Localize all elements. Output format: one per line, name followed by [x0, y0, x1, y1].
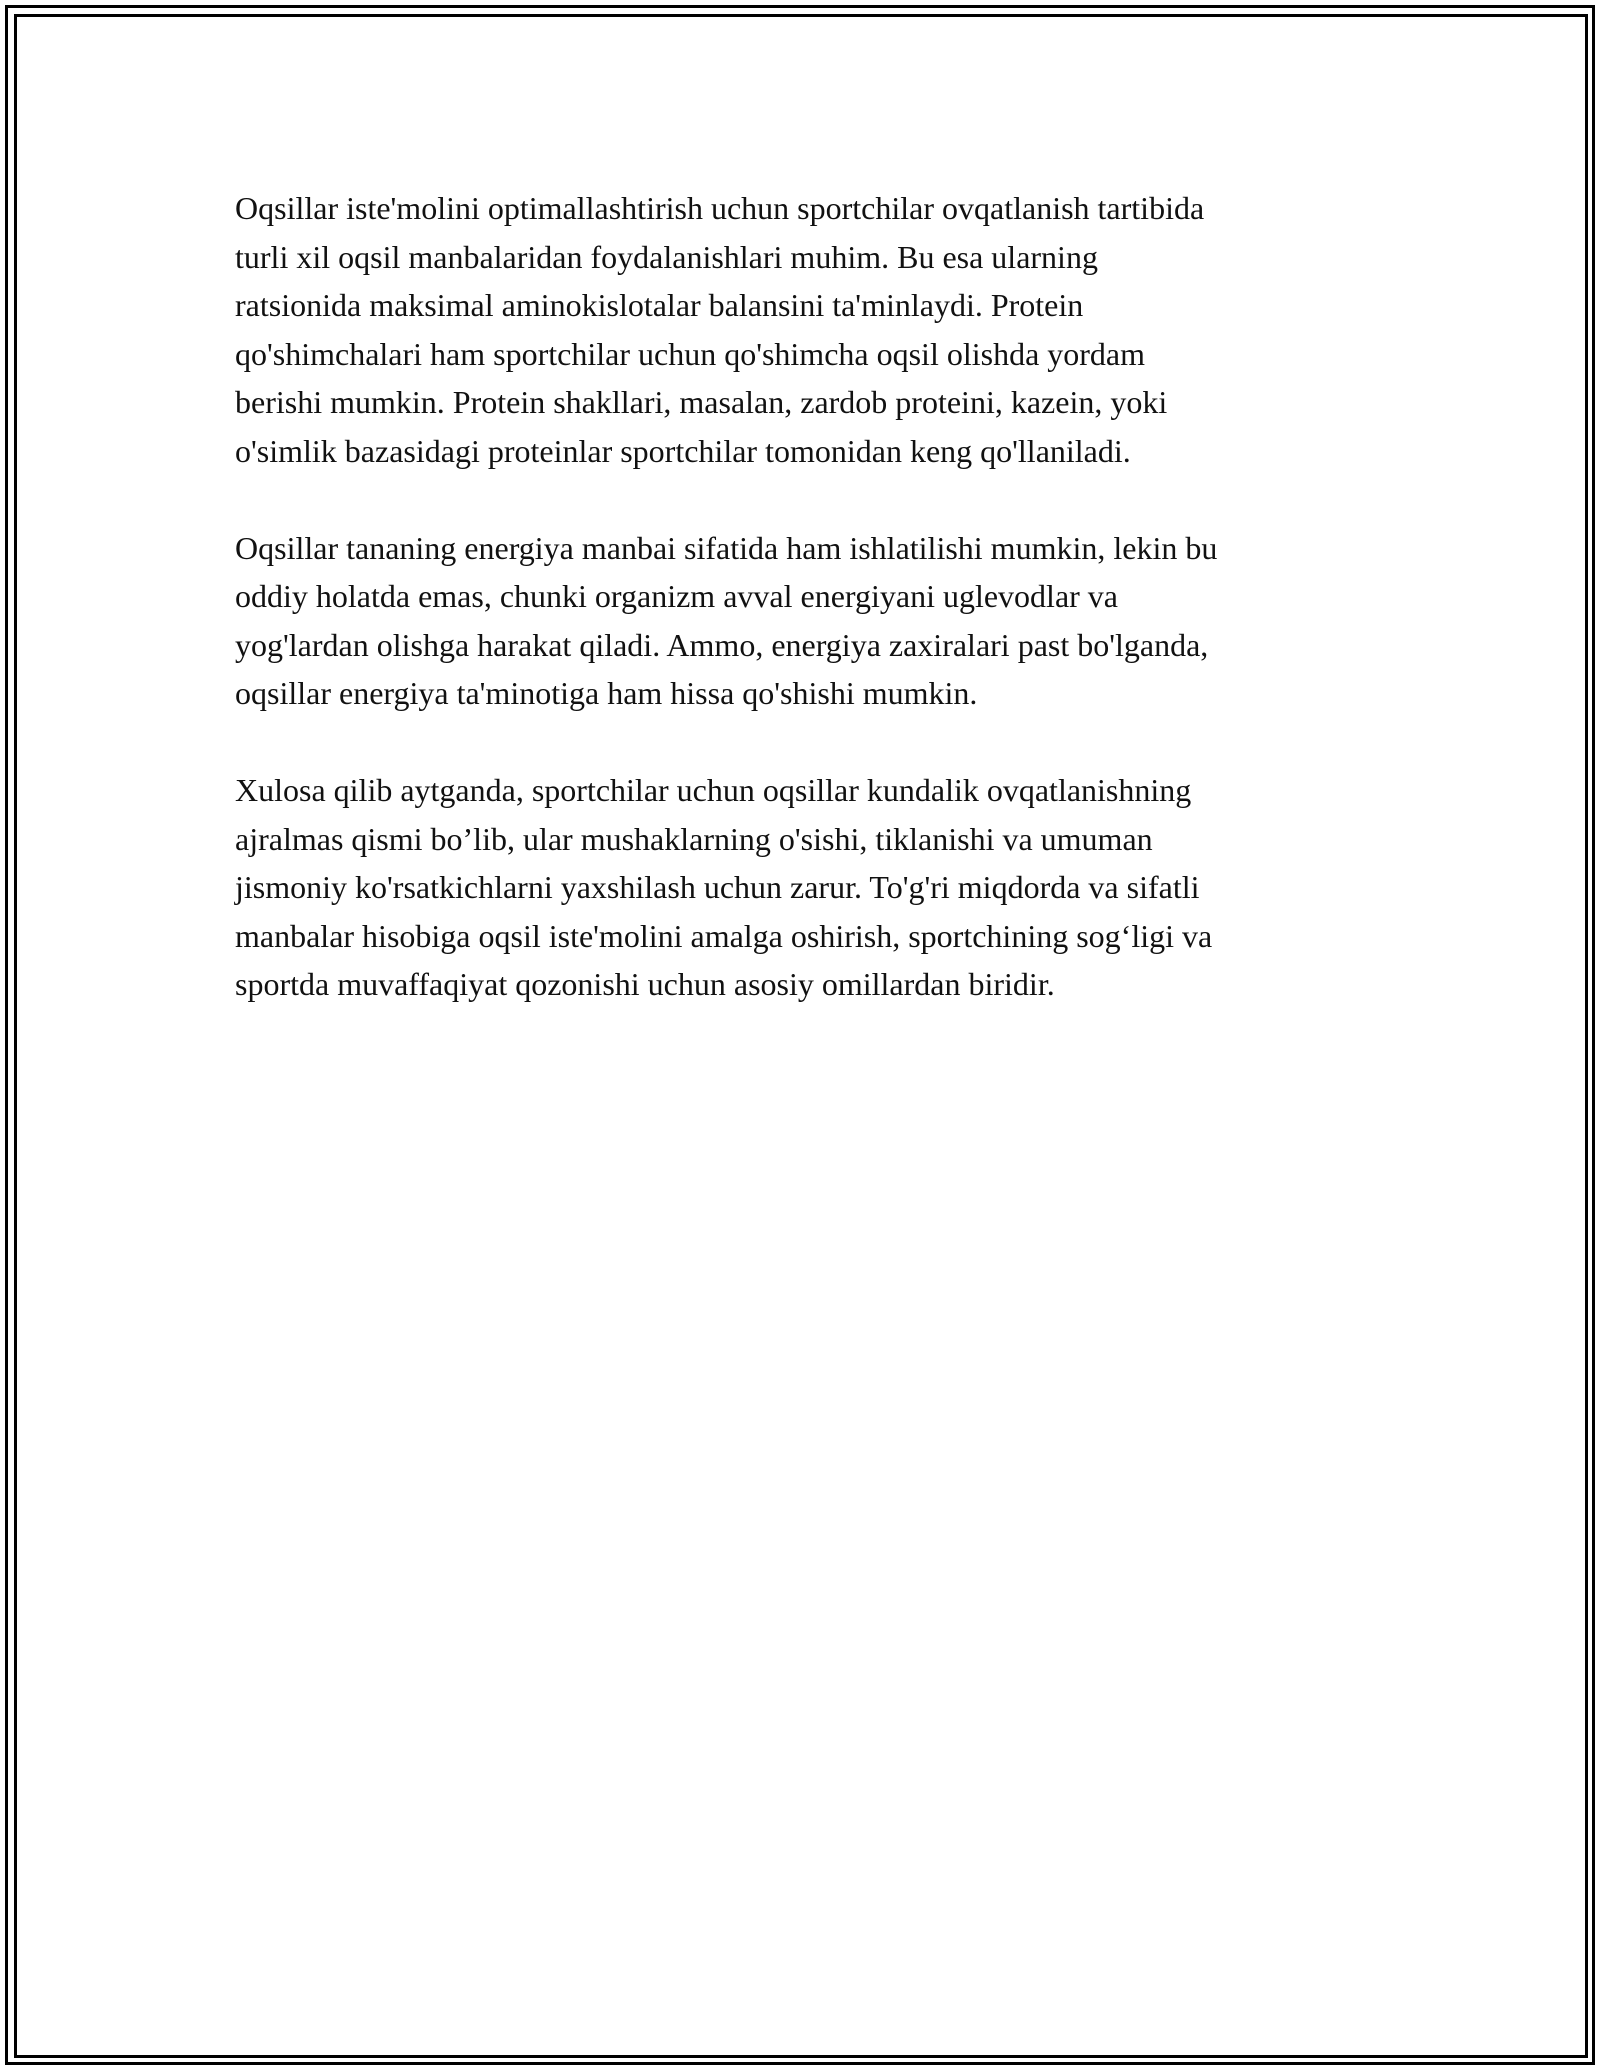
paragraph-protein-energy: Oqsillar tananing energiya manbai sifatida ham ishlatilishi mumkin, lekin bu oddiy holatda emas, chunki organizm avval energiyani uglevodlar va yog'lardan olishga harakat qiladi. Ammo, energiya zaxiralari past bo'lganda, oqsillar energiya ta'minotiga ham hissa qo'shishi mumkin. [235, 529, 1218, 711]
document-body [235, 184, 1380, 1057]
paragraph-conclusion: Xulosa qilib aytganda, sportchilar uchun oqsillar kundalik ovqatlanishning ajralmas qismi bo’lib, ular mushaklarning o'sishi, tiklanishi va umuman jismoniy ko'rsatkichlarni yaxshilash uchun zarur. To'g'ri miqdorda va sifatli manbalar hisobiga oqsil iste'molini amalga oshirish, sportchining sog‘ligi va sportda muvaffaqiyat qozonishi uchun asosiy omillardan biridir. [235, 772, 1213, 1002]
paragraph-protein-sources: Oqsillar iste'molini optimallashtirish uchun sportchilar ovqatlanish tartibida turli xil oqsil manbalaridan foydalanishlari muhim. Bu esa ularning ratsionida maksimal aminokislotalar balansini ta'minlaydi. Protein qo'shimchalari ham sportchilar uchun qo'shimcha oqsil olishda yordam berishi mumkin. Protein shakllari, masalan, zardob proteini, kazein, yoki o'simlik bazasidagi proteinlar sportchilar tomonidan keng qo'llaniladi. [235, 190, 1205, 469]
